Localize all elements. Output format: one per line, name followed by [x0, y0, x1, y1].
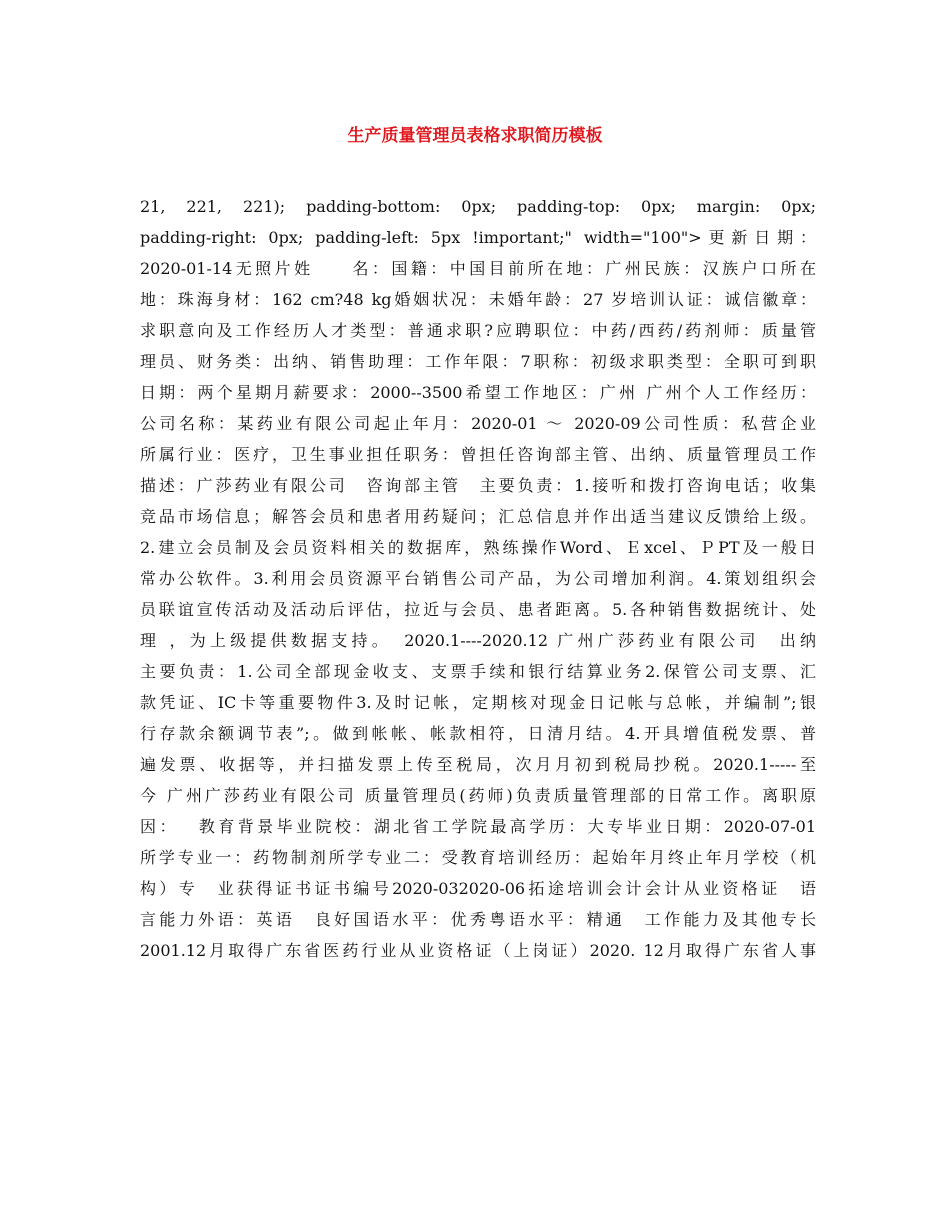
body-line: 竞品市场信息；解答会员和患者用药疑问；汇总信息并作出适当建议反馈给上级。 — [140, 507, 816, 526]
body-line: 理 ，为上级提供数据支持。 2020.1----2020.12 广州广莎药业有限公司 出纳 — [140, 631, 816, 650]
body-line: 行存款余额调节表”;。做到帐帐、帐款相符，日清月结。4.开具增值税发票、普 — [140, 724, 816, 743]
body-line: 日期：两个星期月薪要求：2000--3500希望工作地区：广州 广州个人工作经历： — [140, 383, 816, 402]
body-line: 地：珠海身材：162 cm?48 kg婚姻状况：未婚年龄：27 岁培训认证：诚信徽章： — [140, 290, 816, 309]
body-line: 21, 221, 221); padding-bottom: 0px; padding-top: 0px; margin: 0px; — [140, 197, 816, 216]
body-line: 言能力外语：英语 良好国语水平：优秀粤语水平：精通 工作能力及其他专长 — [140, 910, 816, 929]
body-line: 所属行业：医疗，卫生事业担任职务：曾担任咨询部主管、出纳、质量管理员工作 — [140, 445, 816, 464]
body-line: 构）专 业获得证书证书编号2020-032020-06拓途培训会计会计从业资格证 语 — [140, 879, 816, 898]
body-line: 主要负责：1.公司全部现金收支、支票手续和银行结算业务2.保管公司支票、汇 — [140, 662, 816, 681]
body-line: 公司名称：某药业有限公司起止年月：2020-01 ～ 2020-09公司性质：私营企业 — [140, 414, 816, 433]
document-title: 生产质量管理员表格求职简历模板 — [347, 126, 603, 146]
body-line: 理员、财务类：出纳、销售助理：工作年限：7职称：初级求职类型：全职可到职 — [140, 352, 816, 371]
body-line: padding-right: 0px; padding-left: 5px !important;" width="100">更新日期： — [140, 228, 816, 247]
body-line: 款凭证、IC卡等重要物件3.及时记帐，定期核对现金日记帐与总帐，并编制”;银 — [140, 693, 816, 712]
body-line: 常办公软件。3.利用会员资源平台销售公司产品，为公司增加利润。4.策划组织会 — [140, 569, 816, 588]
document-body — [140, 191, 816, 966]
body-line: 2001.12月取得广东省医药行业从业资格证（上岗证）2020. 12月取得广东省人事 — [140, 941, 816, 960]
body-line: 描述：广莎药业有限公司 咨询部主管 主要负责：1.接听和拨打咨询电话；收集 — [140, 476, 816, 495]
body-line: 员联谊宣传活动及活动后评估，拉近与会员、患者距离。5.各种销售数据统计、处 — [140, 600, 816, 619]
body-line: 遍发票、收据等，并扫描发票上传至税局，次月月初到税局抄税。2020.1-----至 — [140, 755, 816, 774]
body-line: 求职意向及工作经历人才类型：普通求职?应聘职位：中药/西药/药剂师：质量管 — [140, 321, 816, 340]
body-line: 2.建立会员制及会员资料相关的数据库，熟练操作Word、Ｅxcel、ＰPT及一般日 — [140, 538, 816, 557]
body-line: 因： 教育背景毕业院校：湖北省工学院最高学历：大专毕业日期：2020-07-01 — [140, 817, 816, 836]
body-line: 所学专业一：药物制剂所学专业二：受教育培训经历：起始年月终止年月学校（机 — [140, 848, 816, 867]
body-line: 今 广州广莎药业有限公司 质量管理员(药师)负责质量管理部的日常工作。离职原 — [140, 786, 816, 805]
body-line: 2020-01-14无照片姓 名：国籍：中国目前所在地：广州民族：汉族户口所在 — [140, 259, 816, 278]
